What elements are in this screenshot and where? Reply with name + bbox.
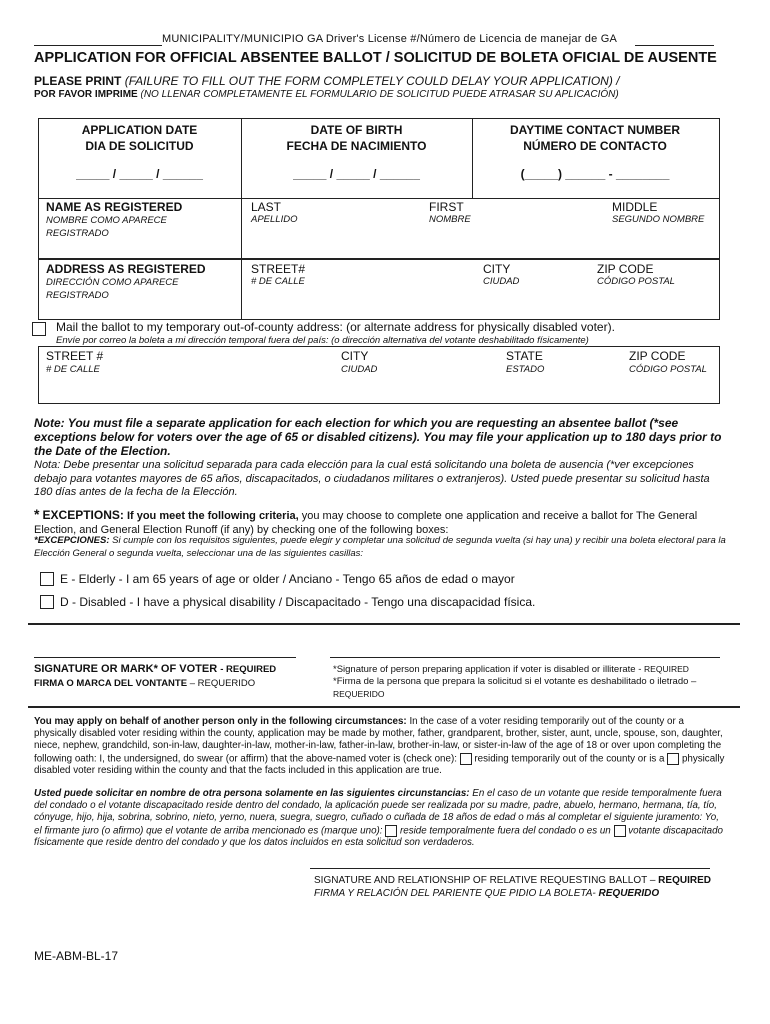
contact-number-label-es: NÚMERO DE CONTACTO [523,139,667,153]
voter-signature-label-text: SIGNATURE OR MARK* OF VOTER [34,663,218,675]
on-behalf-option-b-en: physically disabled voter residing within the county and that the facts included in this application are true. [34,753,725,777]
voter-signature-label-es-text: FIRMA O MARCA DEL VONTANTE [34,678,188,689]
on-behalf-heading-es: Usted puede solicitar en nombre de otra persona solamente en las siguientes circunstancias: [34,788,470,799]
divider [38,198,719,199]
exceptions-text-es [34,535,726,560]
relative-signature-es: FIRMA Y RELACIÓN DEL PARIENTE QUE PIDIO LA BOLETA- [314,888,596,899]
city-label[interactable]: CITY [483,262,511,276]
address-label: ADDRESS AS REGISTERED [46,262,206,276]
relative-signature-label [314,875,711,886]
preparer-signature-line[interactable] [330,657,720,658]
top-line-labels: MUNICIPALITY/MUNICIPIO GA Driver's License #/Número de Licencia de manejar de GA [162,33,617,45]
print-instruction-es [34,89,619,100]
disabled-checkbox[interactable] [40,595,54,609]
elderly-option-label: E - Elderly - I am 65 years of age or older / Anciano - Tengo 65 años de edad o mayor [60,572,515,586]
relative-signature-line[interactable] [310,868,710,869]
on-behalf-text-en [34,716,726,778]
exceptions-heading: EXCEPTIONS: [42,508,124,522]
on-behalf-text-es [34,788,726,850]
print-instruction-en-bold: PLEASE PRINT [34,74,122,88]
exceptions-heading-es: *EXCEPCIONES: [34,535,110,546]
preparer-signature-en: *Signature of person preparing application if voter is disabled or illiterate - [333,664,642,675]
note-es: Nota: Debe presentar una solicitud separada para cada elección para la cual está solicitando una boleta de ausencia (*ver excepciones debajo para votantes mayores de 65 años, discapacitados, o ciudadanos militares o extranjeros). Usted puede presentar su solicitud hasta 180 días antes de la fecha de la Elección. [34,459,710,498]
temporary-address-box [38,346,720,404]
application-date-field[interactable]: _____ / _____ / ______ [76,167,203,181]
relative-signature-required: REQUIRED [658,875,711,886]
exceptions-rest-es: Si cumple con los requisitos siguientes, puede elegir y completar una solicitud de segunda vuelta (si hay una) y recibir una boleta electoral para la Elección General o segunda vuelta, seleccionar una de las siguientes casillas: [34,535,726,559]
temp-street-label[interactable]: STREET # [46,349,104,363]
application-date-label-es: DIA DE SOLICITUD [85,139,194,153]
zip-label-es: CÓDIGO POSTAL [597,276,675,287]
date-of-birth-label-es: FECHA DE NACIMIENTO [286,139,427,153]
contact-number-label [472,122,718,154]
exceptions-rest: you may choose to complete one application and receive a ballot for The General Election, and General Election Runoff (if any) by checking one of the following boxes: [34,510,698,536]
license-line[interactable] [635,45,714,46]
preparer-signature-es: *Firma de la persona que prepara la solicitud si el votante es deshabilitado o iletrado – [333,676,697,687]
zip-label[interactable]: ZIP CODE [597,262,654,276]
form-id: ME-ABM-BL-17 [34,949,119,963]
on-behalf-heading-en: You may apply on behalf of another person only in the following circumstances: [34,716,407,727]
name-label-es: NOMBRE COMO APARECE REGISTRADO [46,215,167,239]
voter-signature-label [34,663,276,675]
section-divider [28,706,740,708]
temp-street-label-es: # DE CALLE [46,364,100,375]
votante-discapacitado-checkbox[interactable] [614,825,626,837]
preparer-required-es: REQUERIDO [333,689,385,699]
first-name-label[interactable]: FIRST [429,200,464,214]
street-label[interactable]: STREET# [251,262,306,276]
contact-number-field[interactable]: (_____) ______ - ________ [520,167,670,181]
temp-city-label[interactable]: CITY [341,349,369,363]
relative-signature-en: SIGNATURE AND RELATIONSHIP OF RELATIVE REQUESTING BALLOT – [314,875,656,886]
relative-signature-label-es [314,888,659,899]
date-of-birth-field[interactable]: _____ / _____ / ______ [293,167,420,181]
voter-signature-required: - REQUIRED [220,664,277,675]
exceptions-criteria: If you meet the following criteria, [126,510,299,522]
temporary-address-text-es: Envíe por correo la boleta a mi dirección temporal fuera del país: (o dirección alternativa del votante deshabilitado físicamente) [56,335,589,346]
reside-fuera-checkbox[interactable] [385,825,397,837]
note-en: Note: You must file a separate application for each election for which you are requesting an absentee ballot (*see exceptions below for voters over the age of 65 or disabled citizens). You may file your application up to 180 days prior to the Date of the Election. [34,416,722,458]
print-instruction-es-italic: (NO LLENAR COMPLETAMENTE EL FORMULARIO DE SOLICITUD PUEDE ATRASAR SU APLICACIÓN) [140,89,619,100]
print-instruction-en [34,74,619,88]
on-behalf-body-en: In the case of a voter residing temporarily out of the county or a physically disabled voter residing within the county, application may be made by mother, father, grandparent, brother, sister, aunt, uncle, spouse, son, daughter, niece, nephew, grandchild, son-in-law, daughter-in-law, mother-in-law, father-in-law, brother-in-law, or sister-in-law of the age of 18 or over upon completing the following oath: I, the undersigned, do swear (or affirm) that the above-named voter is (check one): [34,716,723,765]
contact-number-label-en: DAYTIME CONTACT NUMBER [510,123,680,137]
middle-name-label[interactable]: MIDDLE [612,200,658,214]
exceptions-star: * [34,506,40,522]
page-title: APPLICATION FOR OFFICIAL ABSENTEE BALLOT / SOLICITUD DE BOLETA OFICIAL DE AUSENTE [34,50,717,66]
first-name-label-es: NOMBRE [429,214,471,225]
preparer-signature-label [333,663,723,700]
municipality-line[interactable] [34,45,162,46]
last-name-label-es: APELLIDO [251,214,298,225]
last-name-label[interactable]: LAST [251,200,282,214]
relative-signature-required-es: REQUERIDO [598,888,660,899]
on-behalf-option-a-es: reside temporalmente fuera del condado o es un [399,825,611,837]
print-instruction-en-italic: (FAILURE TO FILL OUT THE FORM COMPLETELY COULD DELAY YOUR APPLICATION) / [124,74,620,88]
section-divider [28,623,740,625]
temp-state-label[interactable]: STATE [506,349,543,363]
temp-zip-label[interactable]: ZIP CODE [629,349,686,363]
name-label: NAME AS REGISTERED [46,200,183,214]
disabled-option-label: D - Disabled - I have a physical disability / Discapacitado - Tengo una discapacidad física. [60,595,536,609]
divider [38,258,719,260]
middle-name-label-es: SEGUNDO NOMBRE [612,214,705,225]
print-instruction-es-bold: POR FAVOR IMPRIME [34,89,138,100]
city-label-es: CIUDAD [483,276,520,287]
on-behalf-body-es: En el caso de un votante que reside temporalmente fuera del condado o el votante discapacitado reside dentro del condado, la aplicación puede ser realizada por su madre, padre, abuelo, hermano, hermana, tía, tío, cónyuge, hijo, hija, sobrina, sobrino, nieto, yerno, nuera, suegra, suegro, cuñado o cuñada de 18 años de edad o más al completar el siguiente juramento: Yo, el firmante juro (o afirmo) que el votante de arriba mencionado es (marque uno): [34,788,722,837]
on-behalf-option-a-en: residing temporarily out of the county or is a [474,753,665,765]
application-date-label [38,122,241,154]
temporary-address-checkbox[interactable] [32,322,46,336]
voter-signature-label-es [34,678,255,689]
exceptions-text [34,507,726,537]
temporary-address-text: Mail the ballot to my temporary out-of-county address: (or alternate address for physically disabled voter). [56,320,615,334]
residing-out-of-county-checkbox[interactable] [460,753,472,765]
temp-zip-label-es: CÓDIGO POSTAL [629,364,707,375]
temp-state-label-es: ESTADO [506,364,545,375]
voter-signature-line[interactable] [34,657,296,658]
temp-city-label-es: CIUDAD [341,364,378,375]
voter-signature-required-es: – REQUERIDO [189,678,256,689]
disabled-within-county-checkbox[interactable] [667,753,679,765]
date-of-birth-label-en: DATE OF BIRTH [310,123,403,137]
street-label-es: # DE CALLE [251,276,305,287]
preparer-required: REQUIRED [644,664,689,674]
address-label-es: DIRECCIÓN COMO APARECE REGISTRADO [46,277,179,301]
date-of-birth-label [241,122,472,154]
on-behalf-option-b-es: votante discapacitado físicamente que reside dentro del condado y que los datos incluidos en esta solicitud son verdaderos. [34,825,724,849]
application-date-label-en: APPLICATION DATE [81,123,198,137]
elderly-checkbox[interactable] [40,572,54,586]
